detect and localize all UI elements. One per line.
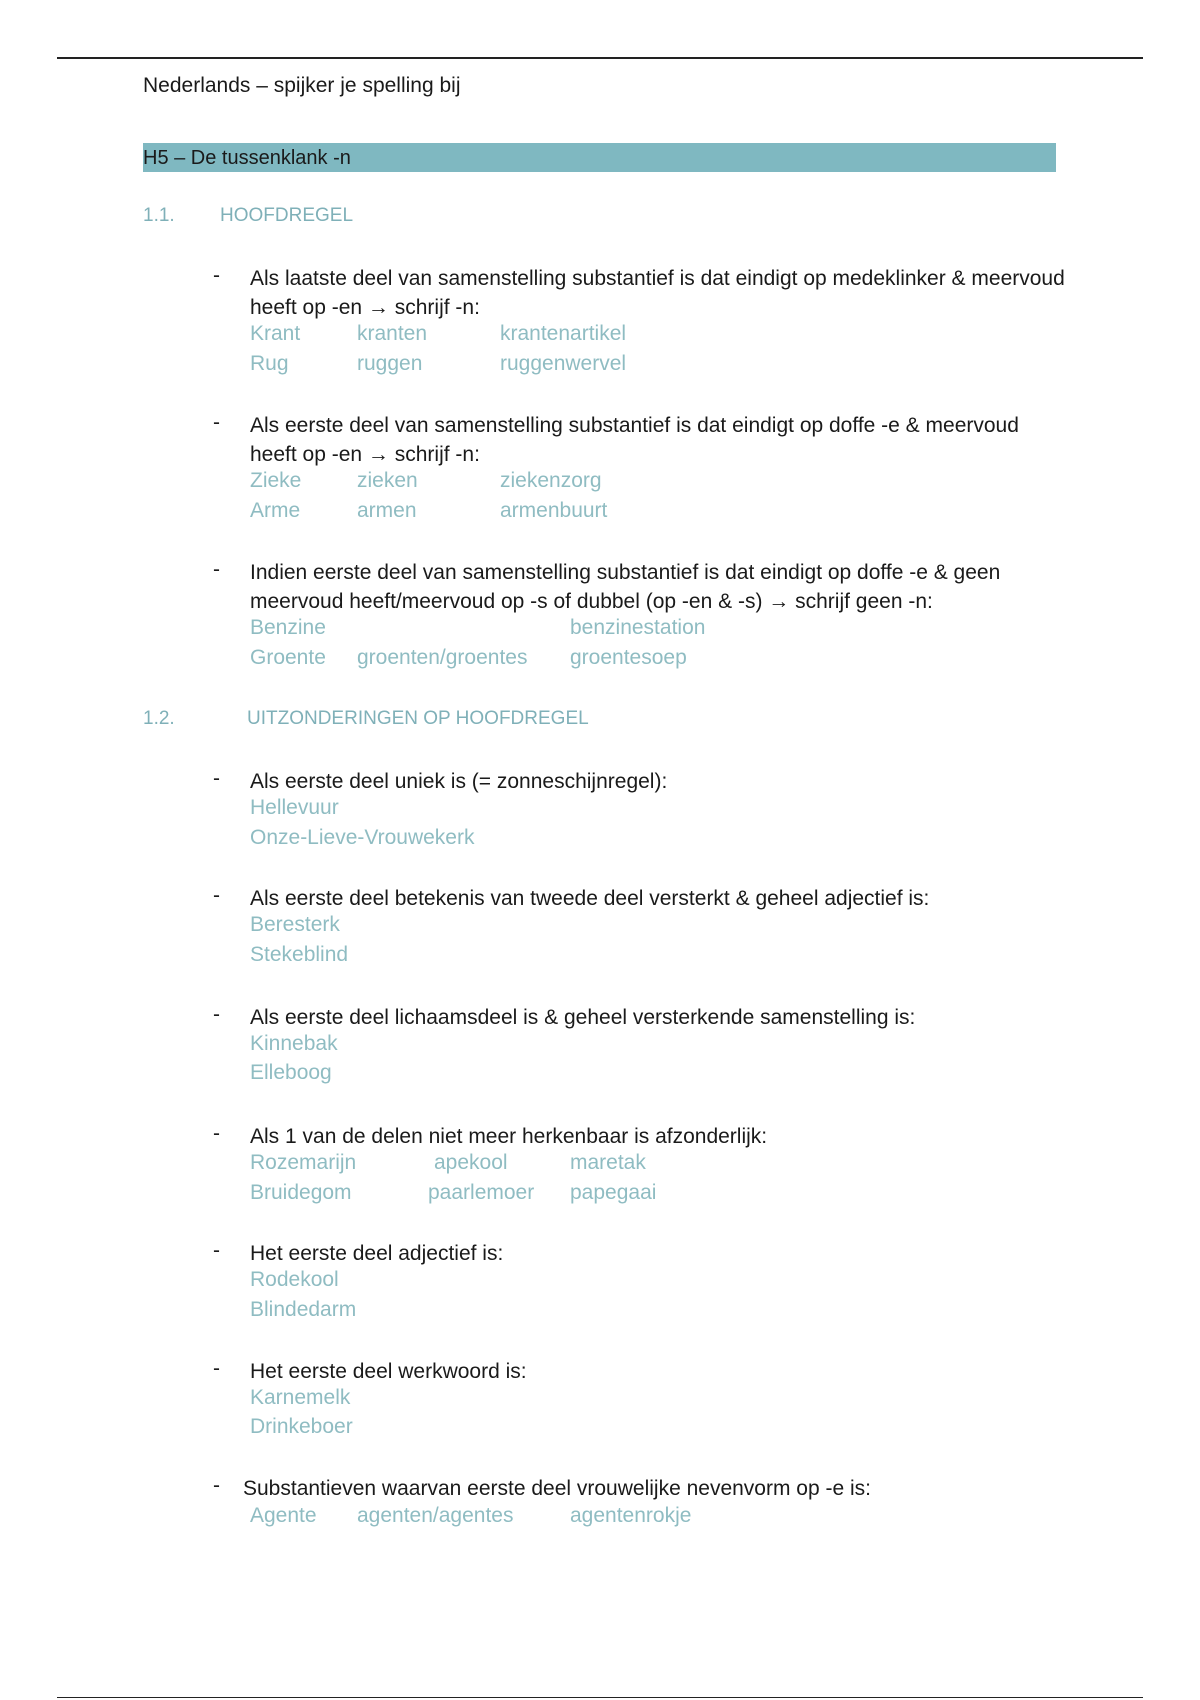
example-word: Benzine: [250, 616, 326, 639]
list-dash: -: [213, 1357, 220, 1380]
example-compound: armenbuurt: [500, 499, 608, 522]
top-rule: [57, 57, 1143, 59]
example-word: Krant: [250, 322, 301, 345]
example-word: Karnemelk: [250, 1386, 351, 1409]
example-plural: agenten/agentes: [357, 1504, 514, 1527]
example-word: maretak: [570, 1151, 646, 1174]
example-compound: groentesoep: [570, 646, 687, 669]
example-word: Blindedarm: [250, 1298, 357, 1321]
section-number: 1.2.: [143, 708, 175, 729]
example-word: Rug: [250, 352, 289, 375]
example-plural: groenten/groentes: [357, 646, 528, 669]
example-word: Bruidegom: [250, 1181, 352, 1204]
list-dash: -: [213, 1122, 220, 1145]
chapter-heading: H5 – De tussenklank -n: [143, 143, 1056, 172]
example-compound: ruggenwervel: [500, 352, 627, 375]
example-word: Elleboog: [250, 1061, 332, 1084]
example-word: Kinnebak: [250, 1032, 338, 1055]
example-compound: agentenrokje: [570, 1504, 692, 1527]
rule-text: Als eerste deel lichaamsdeel is & geheel versterkende samenstelling is:: [250, 1006, 916, 1029]
list-dash: -: [213, 1474, 220, 1497]
example-plural: zieken: [357, 469, 418, 492]
list-dash: -: [213, 767, 220, 790]
rule-text: Het eerste deel werkwoord is:: [250, 1360, 527, 1383]
example-word: Onze-Lieve-Vrouwekerk: [250, 826, 475, 849]
example-word: Hellevuur: [250, 796, 339, 819]
section-number: 1.1.: [143, 205, 175, 226]
rule-text: Als laatste deel van samenstelling substantief is dat eindigt op medeklinker & meervoud heeft op -en → schrijf -n:: [250, 267, 1065, 319]
section-title: HOOFDREGEL: [220, 205, 354, 226]
list-dash: -: [213, 1239, 220, 1262]
page-header: Nederlands – spijker je spelling bij: [143, 74, 461, 97]
rule-text: Als 1 van de delen niet meer herkenbaar is afzonderlijk:: [250, 1125, 768, 1148]
example-word: Rodekool: [250, 1268, 339, 1291]
section-title: UITZONDERINGEN OP HOOFDREGEL: [247, 708, 589, 729]
list-dash: -: [213, 411, 220, 434]
example-word: Zieke: [250, 469, 302, 492]
list-dash: -: [213, 558, 220, 581]
example-word: Drinkeboer: [250, 1415, 353, 1438]
rule-text: Het eerste deel adjectief is:: [250, 1242, 504, 1265]
example-word: Groente: [250, 646, 326, 669]
example-word: Beresterk: [250, 913, 340, 936]
list-dash: -: [213, 264, 220, 287]
example-plural: kranten: [357, 322, 428, 345]
example-word: apekool: [434, 1151, 508, 1174]
rule-text: Substantieven waarvan eerste deel vrouwelijke nevenvorm op -e is:: [243, 1477, 872, 1500]
bottom-rule: [57, 1697, 1143, 1698]
rule-text: Als eerste deel van samenstelling substantief is dat eindigt op doffe -e & meervoud heeft op -en → schrijf -n:: [250, 414, 1019, 466]
example-word: paarlemoer: [428, 1181, 535, 1204]
rule-text: Indien eerste deel van samenstelling substantief is dat eindigt op doffe -e & geen meervoud heeft/meervoud op -s of dubbel (op -en & -s) → schrijf geen -n:: [250, 561, 1001, 613]
example-word: papegaai: [570, 1181, 657, 1204]
example-word: Arme: [250, 499, 301, 522]
list-dash: -: [213, 1003, 220, 1026]
example-plural: ruggen: [357, 352, 423, 375]
example-word: Stekeblind: [250, 943, 349, 966]
example-plural: armen: [357, 499, 417, 522]
example-word: Rozemarijn: [250, 1151, 357, 1174]
example-compound: krantenartikel: [500, 322, 627, 345]
rule-text: Als eerste deel betekenis van tweede deel versterkt & geheel adjectief is:: [250, 887, 930, 910]
example-word: Agente: [250, 1504, 317, 1527]
example-compound: benzinestation: [570, 616, 706, 639]
example-compound: ziekenzorg: [500, 469, 602, 492]
rule-text: Als eerste deel uniek is (= zonneschijnregel):: [250, 770, 668, 793]
list-dash: -: [213, 884, 220, 907]
